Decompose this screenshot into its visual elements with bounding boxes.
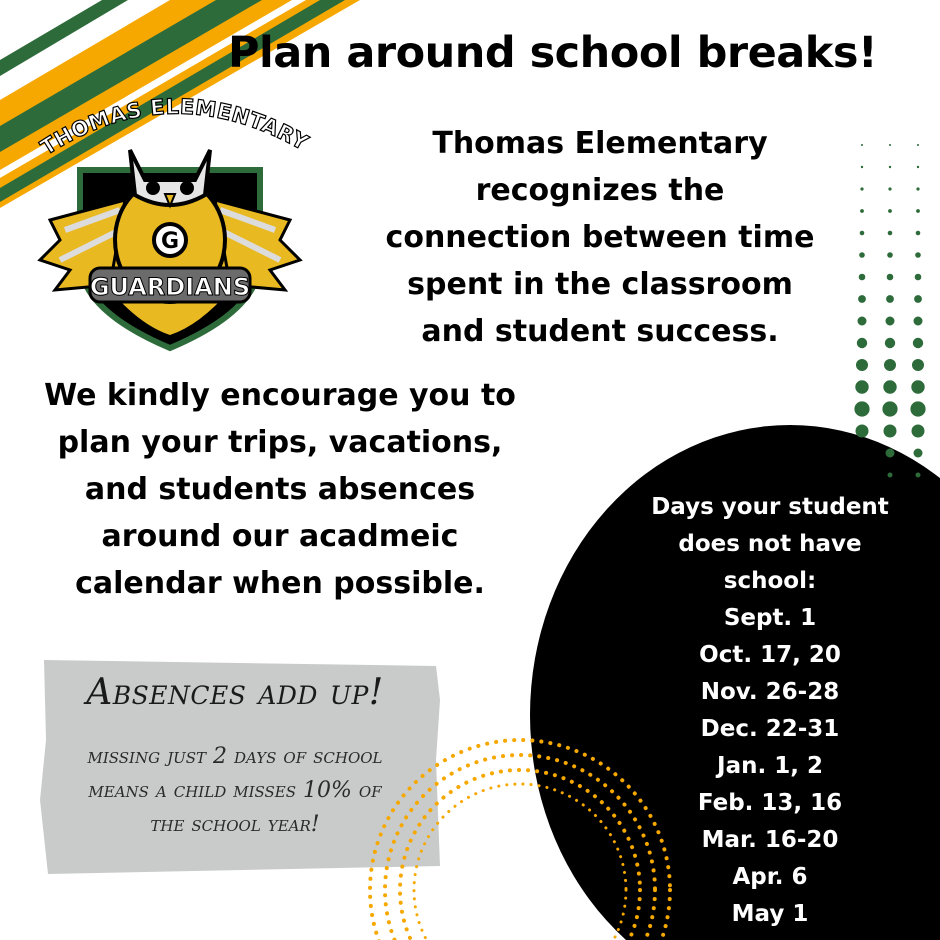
green-dot: [859, 274, 866, 281]
green-dot: [860, 209, 864, 213]
green-dot: [855, 380, 868, 393]
callout-body: [50, 740, 420, 842]
intro-line: recognizes the: [475, 173, 725, 208]
green-dot: [916, 187, 919, 190]
callout-line: the school year!: [150, 812, 320, 837]
green-dot: [916, 231, 921, 236]
green-dot: [914, 295, 922, 303]
callout-line: means a child misses 10% of: [88, 778, 382, 803]
green-dot: [888, 231, 893, 236]
intro-text: [360, 120, 840, 355]
green-dot: [915, 274, 922, 281]
encourage-line: around our acadmeic: [101, 519, 459, 554]
green-dot: [857, 338, 867, 348]
green-dot: [888, 187, 891, 190]
green-dot: [859, 252, 865, 258]
intro-line: spent in the classroom: [407, 267, 793, 302]
green-dot: [861, 166, 863, 168]
green-dot: [886, 295, 894, 303]
green-dot: [913, 338, 923, 348]
no-school-date: Oct. 17, 20: [699, 642, 841, 668]
green-dot-pattern: [854, 144, 925, 478]
green-dot: [885, 338, 895, 348]
green-dot: [860, 231, 865, 236]
green-dot: [856, 359, 868, 371]
green-dot: [916, 473, 921, 478]
no-school-days: [615, 489, 925, 933]
green-dot: [854, 401, 869, 416]
no-school-heading: school:: [723, 568, 817, 594]
green-dot: [910, 401, 925, 416]
green-dot: [858, 295, 866, 303]
intro-line: connection between time: [385, 220, 815, 255]
green-dot: [882, 401, 897, 416]
green-dot: [917, 144, 919, 146]
no-school-heading: Days your student: [651, 494, 889, 520]
green-dot: [912, 359, 924, 371]
no-school-heading: does not have: [678, 531, 862, 557]
green-dot: [914, 317, 923, 326]
green-dot: [912, 425, 925, 438]
green-dot: [916, 209, 920, 213]
green-dot: [856, 425, 869, 438]
no-school-date: Apr. 6: [732, 864, 808, 890]
green-dot: [914, 449, 923, 458]
encourage-text: [20, 372, 540, 607]
school-logo: [20, 90, 320, 355]
green-dot: [886, 449, 895, 458]
green-dot: [888, 473, 893, 478]
green-dot: [886, 317, 895, 326]
green-dot: [884, 359, 896, 371]
green-dot: [887, 274, 894, 281]
no-school-date: Nov. 26-28: [700, 679, 840, 705]
green-dot: [911, 380, 924, 393]
green-dot: [889, 166, 891, 168]
green-dot: [884, 425, 897, 438]
green-dot: [861, 144, 863, 146]
encourage-line: We kindly encourage you to: [44, 378, 516, 413]
headline: Plan around school breaks!: [228, 28, 878, 78]
no-school-date: Sept. 1: [723, 605, 817, 631]
callout-title: Absences add up!: [86, 672, 384, 713]
no-school-date: Mar. 16-20: [701, 827, 839, 853]
green-dot: [887, 252, 893, 258]
encourage-line: calendar when possible.: [75, 566, 485, 601]
no-school-date: May 1: [731, 901, 809, 927]
green-dot: [889, 144, 891, 146]
school-name-arc: THOMAS ELEMENTARY: [36, 94, 313, 160]
green-dot: [858, 317, 867, 326]
mascot-banner-text: GUARDIANS: [89, 273, 251, 301]
badge-letter: G: [160, 229, 180, 254]
green-dot: [883, 380, 896, 393]
encourage-line: plan your trips, vacations,: [57, 425, 503, 460]
no-school-date: Dec. 22-31: [700, 716, 840, 742]
green-dot: [915, 252, 921, 258]
no-school-date: Jan. 1, 2: [717, 753, 823, 779]
intro-line: and student success.: [421, 314, 779, 349]
green-dot: [888, 209, 892, 213]
no-school-date: Feb. 13, 16: [697, 790, 843, 816]
intro-line: Thomas Elementary: [432, 126, 768, 161]
green-dot: [917, 166, 919, 168]
green-dot: [860, 187, 863, 190]
encourage-line: and students absences: [84, 472, 476, 507]
callout-line: missing just 2 days of school: [87, 744, 383, 769]
